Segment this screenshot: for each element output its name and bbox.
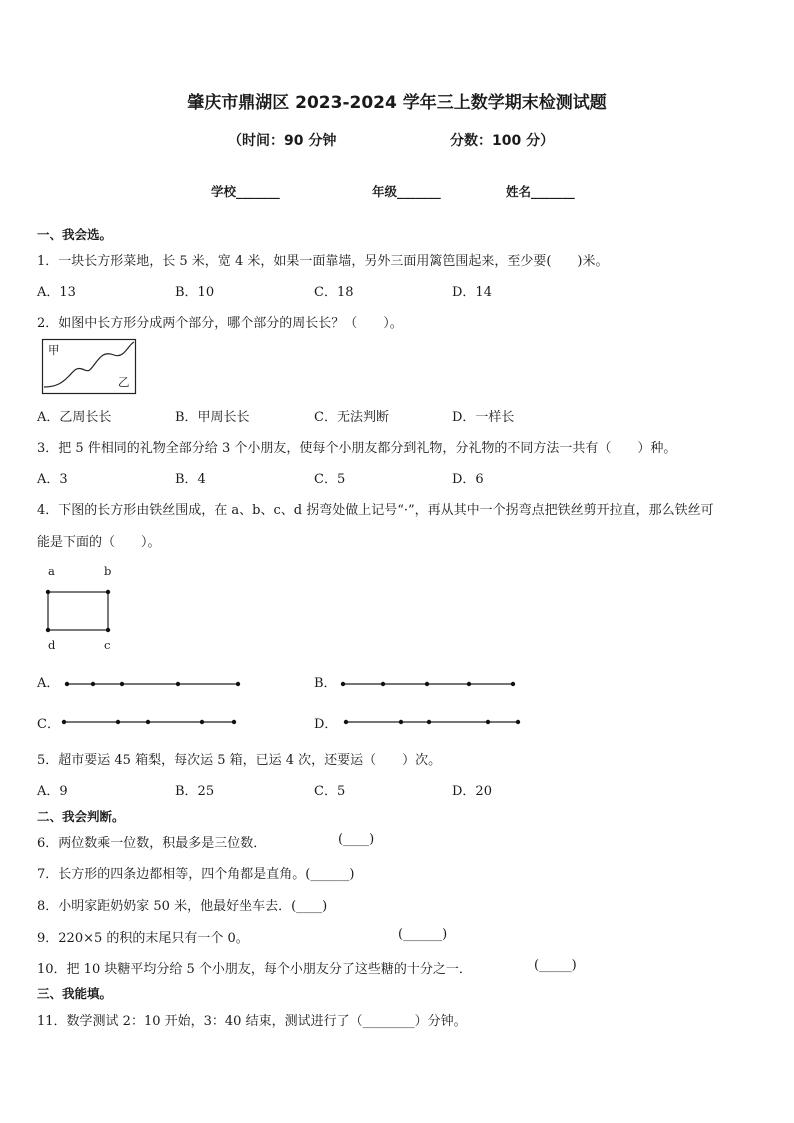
q4-option-d-wire — [340, 716, 530, 728]
figure-label-yi: 乙 — [118, 375, 130, 389]
school-field: 学校_______ — [211, 184, 280, 199]
q5-option-d: D．20 — [452, 784, 492, 799]
page-title: 肇庆市鼎湖区 2023-2024 学年三上数学期末检测试题 — [187, 93, 607, 113]
q3-option-b: B．4 — [175, 472, 206, 487]
q4-option-b-label: B． — [314, 676, 337, 691]
question-2: 2．如图中长方形分成两个部分，哪个部分的周长长？（ ）。 — [37, 316, 403, 331]
q3-option-d: D．6 — [452, 472, 484, 487]
q2-option-c: C．无法判断 — [314, 410, 389, 425]
corner-label-d: d — [48, 638, 56, 652]
figure-label-jia: 甲 — [48, 343, 60, 357]
q4-option-c-wire — [58, 716, 248, 728]
q5-option-c: C．5 — [314, 784, 346, 799]
corner-label-a: a — [48, 564, 55, 578]
q2-option-b: B．甲周长长 — [175, 410, 250, 425]
question-1: 1．一块长方形菜地，长 5 米，宽 4 米，如果一面靠墙，另外三面用篱笆围起来，至少要( )米。 — [37, 254, 609, 269]
score-label: 分数：100 分） — [450, 133, 555, 149]
q2-option-a: A．乙周长长 — [37, 410, 112, 425]
section-heading-fill: 三、我能填。 — [37, 986, 113, 1001]
q10-answer-blank[interactable]: (_____) — [534, 958, 577, 973]
q1-option-c: C．18 — [314, 285, 354, 300]
time-label: （时间：90 分钟 — [228, 133, 337, 149]
q4-option-a-wire — [60, 678, 250, 690]
corner-label-b: b — [104, 564, 112, 578]
question-7: 7．长方形的四条边都相等，四个角都是直角。(______) — [37, 867, 355, 882]
q4-wire-rectangle — [44, 588, 112, 634]
q9-answer-blank[interactable]: (______) — [398, 927, 448, 942]
q3-option-a: A．3 — [37, 472, 68, 487]
question-3: 3．把 5 件相同的礼物全部分给 3 个小朋友，使每个小朋友都分到礼物，分礼物的不同方法一共有（ ）种。 — [37, 441, 677, 456]
corner-label-c: c — [104, 638, 111, 652]
question-5: 5．超市要运 45 箱梨，每次运 5 箱，已运 4 次，还要运（ ）次。 — [37, 753, 442, 768]
section-heading-choice: 一、我会选。 — [37, 227, 113, 242]
q4-option-c-label: C． — [37, 717, 60, 732]
question-8: 8．小明家距奶奶家 50 米，他最好坐车去．(____) — [37, 899, 328, 914]
q2-option-d: D．一样长 — [452, 410, 515, 425]
q5-option-a: A．9 — [37, 784, 68, 799]
question-11: 11．数学测试 2：10 开始，3：40 结束，测试进行了（________）分钟。 — [37, 1014, 467, 1029]
question-4-line-1: 4．下图的长方形由铁丝围成，在 a、b、c、d 拐弯处做上记号“·”，再从其中一个拐弯点把铁丝剪开拉直，那么铁丝可 — [37, 503, 714, 518]
question-6: 6．两位数乘一位数，积最多是三位数． — [37, 836, 267, 851]
q6-answer-blank[interactable]: (____) — [338, 832, 375, 847]
q1-option-d: D．14 — [452, 285, 492, 300]
section-heading-judge: 二、我会判断。 — [37, 809, 125, 824]
question-4-line-2: 能是下面的（ ）。 — [37, 535, 161, 550]
question-9: 9．220×5 的积的末尾只有一个 0。 — [37, 931, 249, 946]
q3-option-c: C．5 — [314, 472, 346, 487]
question-10: 10．把 10 块糖平均分给 5 个小朋友，每个小朋友分了这些糖的十分之一． — [37, 962, 472, 977]
grade-field: 年级_______ — [372, 184, 441, 199]
q4-option-a-label: A． — [37, 676, 60, 691]
name-field: 姓名_______ — [506, 184, 575, 199]
q4-option-b-wire — [336, 678, 526, 690]
q4-option-d-label: D． — [314, 717, 338, 732]
q5-option-b: B．25 — [175, 784, 215, 799]
q1-option-a: A．13 — [37, 285, 76, 300]
q1-option-b: B．10 — [175, 285, 215, 300]
